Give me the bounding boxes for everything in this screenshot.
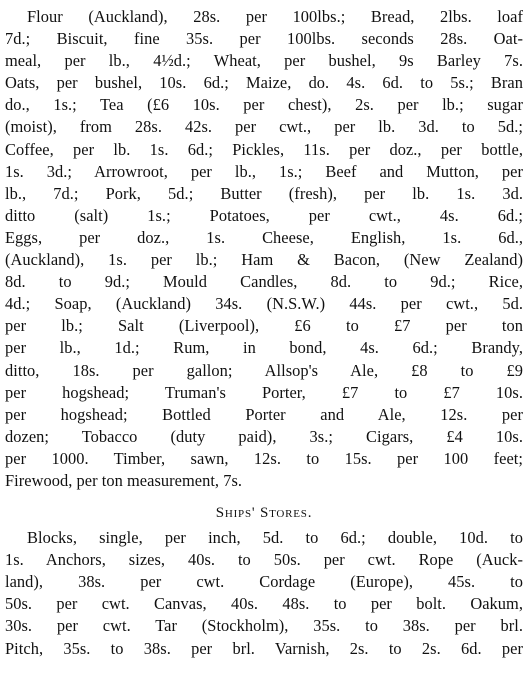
text-line: 1s. 3d.; Arrowroot, per lb., 1s.; Beef and Mutton, per xyxy=(5,161,523,181)
text-line: Coffee, per lb. 1s. 6d.; Pickles, 11s. per doz., per bottle, xyxy=(5,139,523,159)
text-line: 8d. to 9d.; Mould Candles, 8d. to 9d.; Rice, xyxy=(5,272,523,292)
section-heading: Ships' Stores. xyxy=(215,505,313,522)
text-line: Firewood, per ton measurement, 7s. xyxy=(5,470,243,490)
text-line: meal, per lb., 4½d.; Wheat, per bushel, 9s Barley 7s. xyxy=(5,51,523,71)
text-line: 7d.; Biscuit, fine 35s. per 100lbs. seconds 28s. Oat- xyxy=(5,29,523,49)
text-line: per 1000. Timber, sawn, 12s. to 15s. per 100 feet; xyxy=(5,448,523,468)
text-line: per lb.; Salt (Liverpool), £6 to £7 per ton xyxy=(5,316,523,336)
text-line: Pitch, 35s. to 38s. per brl. Varnish, 2s. to 2s. 6d. per xyxy=(5,638,523,658)
text-line: land), 38s. per cwt. Cordage (Europe), 45s. to xyxy=(5,572,523,592)
text-line: ditto, 18s. per gallon; Allsop's Ale, £8 to £9 xyxy=(5,360,523,380)
text-line: 50s. per cwt. Canvas, 40s. 48s. to per bolt. Oakum, xyxy=(5,594,523,614)
text-line: Flour (Auckland), 28s. per 100lbs.; Bread, 2lbs. loaf xyxy=(27,7,523,26)
text-line: do., 1s.; Tea (£6 10s. per chest), 2s. per lb.; sugar xyxy=(5,95,523,115)
text-line: 1s. Anchors, sizes, 40s. to 50s. per cwt. Rope (Auck- xyxy=(5,550,523,570)
text-line: dozen; Tobacco (duty paid), 3s.; Cigars, £4 10s. xyxy=(5,426,523,446)
text-line: lb., 7d.; Pork, 5d.; Butter (fresh), per lb. 1s. 3d. xyxy=(5,183,523,203)
text-line: (Auckland), 1s. per lb.; Ham & Bacon, (New Zealand) xyxy=(5,250,523,270)
text-line: Blocks, single, per inch, 5d. to 6d.; double, 10d. to xyxy=(27,528,523,548)
stores-paragraph xyxy=(5,527,523,660)
text-line: 4d.; Soap, (Auckland) 34s. (N.S.W.) 44s. per cwt., 5d. xyxy=(5,294,523,314)
text-line: 30s. per cwt. Tar (Stockholm), 35s. to 38s. per brl. xyxy=(5,616,523,636)
text-line: Eggs, per doz., 1s. Cheese, English, 1s. 6d., xyxy=(5,227,523,247)
text-line: ditto (salt) 1s.; Potatoes, per cwt., 4s. 6d.; xyxy=(5,205,523,225)
text-line: per lb., 1d.; Rum, in bond, 4s. 6d.; Brandy, xyxy=(5,338,523,358)
text-line: (moist), from 28s. 42s. per cwt., per lb. 3d. to 5d.; xyxy=(5,117,523,137)
prices-paragraph xyxy=(5,6,523,492)
text-line: per hogshead; Bottled Porter and Ale, 12s. per xyxy=(5,404,523,424)
text-line: per hogshead; Truman's Porter, £7 to £7 10s. xyxy=(5,382,523,402)
text-line: Oats, per bushel, 10s. 6d.; Maize, do. 4s. 6d. to 5s.; Bran xyxy=(5,73,523,93)
